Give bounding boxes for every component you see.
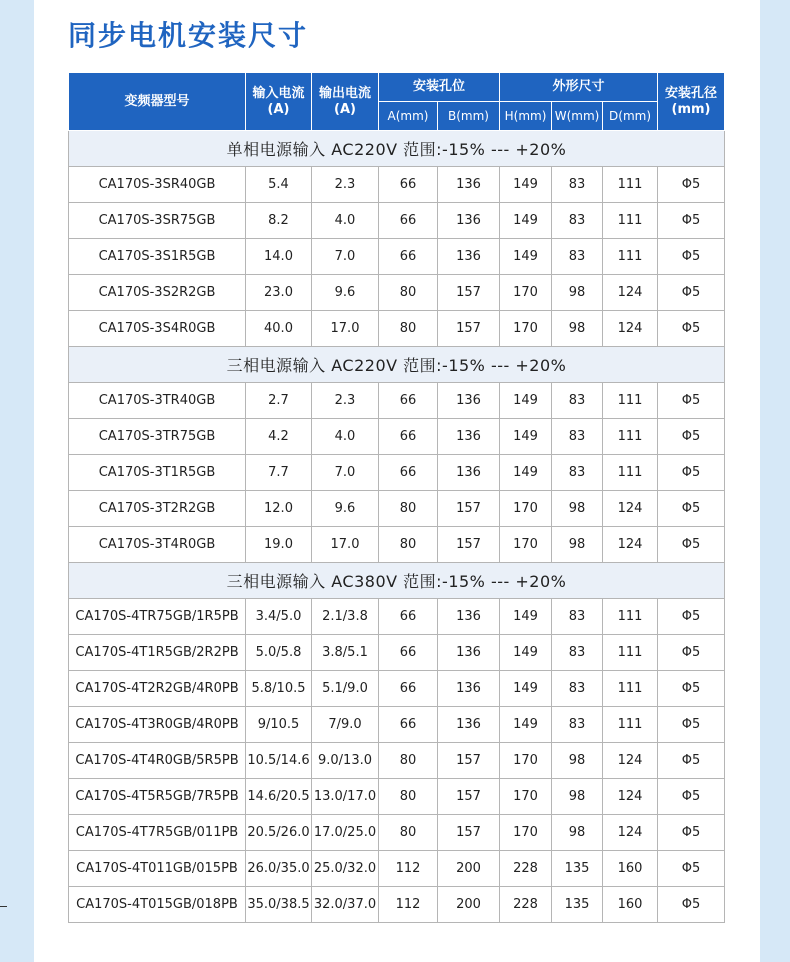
cell-input-current: 14.6/20.5 <box>246 779 312 815</box>
cell-outline-w: 98 <box>552 491 603 527</box>
table-row <box>69 851 725 887</box>
cell-outline-h: 149 <box>500 599 552 635</box>
cell-outline-w: 98 <box>552 527 603 563</box>
cell-hole-b: 136 <box>438 671 500 707</box>
cell-outline-h: 170 <box>500 275 552 311</box>
cell-outline-h: 170 <box>500 311 552 347</box>
cell-outline-h: 149 <box>500 203 552 239</box>
cell-output-current: 17.0/25.0 <box>312 815 379 851</box>
cell-outline-w: 83 <box>552 167 603 203</box>
table-row <box>69 275 725 311</box>
cell-outline-w: 83 <box>552 383 603 419</box>
section-label: 单相电源输入 AC220V 范围:-15% --- +20% <box>69 131 725 167</box>
cell-output-current: 9.6 <box>312 491 379 527</box>
cell-output-current: 7.0 <box>312 239 379 275</box>
cell-model: CA170S-4T1R5GB/2R2PB <box>69 635 246 671</box>
cell-hole-a: 66 <box>379 419 438 455</box>
cell-hole-a: 80 <box>379 743 438 779</box>
cell-outline-h: 170 <box>500 815 552 851</box>
cell-hole-diameter: Φ5 <box>658 743 725 779</box>
header-h-mm: H(mm) <box>500 102 552 131</box>
cell-hole-b: 136 <box>438 599 500 635</box>
cell-model: CA170S-4T015GB/018PB <box>69 887 246 923</box>
header-mount-holes: 安装孔位 <box>379 73 500 102</box>
table-row <box>69 635 725 671</box>
cell-output-current: 2.3 <box>312 167 379 203</box>
cell-model: CA170S-3TR40GB <box>69 383 246 419</box>
cell-outline-w: 98 <box>552 311 603 347</box>
table-row <box>69 419 725 455</box>
cell-output-current: 3.8/5.1 <box>312 635 379 671</box>
cell-model: CA170S-4T7R5GB/011PB <box>69 815 246 851</box>
cell-model: CA170S-3SR75GB <box>69 203 246 239</box>
table-body <box>69 131 725 923</box>
cell-hole-a: 66 <box>379 671 438 707</box>
cell-outline-w: 98 <box>552 815 603 851</box>
cell-hole-a: 112 <box>379 851 438 887</box>
cell-model: CA170S-3T4R0GB <box>69 527 246 563</box>
cell-hole-a: 66 <box>379 383 438 419</box>
cell-outline-d: 124 <box>603 491 658 527</box>
cell-output-current: 2.1/3.8 <box>312 599 379 635</box>
cell-outline-d: 160 <box>603 887 658 923</box>
table-row <box>69 383 725 419</box>
cell-outline-w: 83 <box>552 599 603 635</box>
table-row <box>69 239 725 275</box>
table-row <box>69 887 725 923</box>
cell-hole-b: 157 <box>438 815 500 851</box>
cell-hole-b: 157 <box>438 491 500 527</box>
table-row <box>69 815 725 851</box>
cell-hole-diameter: Φ5 <box>658 635 725 671</box>
cell-hole-a: 66 <box>379 203 438 239</box>
table-row <box>69 491 725 527</box>
cell-hole-diameter: Φ5 <box>658 203 725 239</box>
table-row <box>69 203 725 239</box>
cell-hole-diameter: Φ5 <box>658 383 725 419</box>
cell-hole-b: 200 <box>438 887 500 923</box>
cell-hole-a: 80 <box>379 275 438 311</box>
cell-outline-h: 170 <box>500 779 552 815</box>
cell-hole-b: 136 <box>438 203 500 239</box>
cell-hole-a: 66 <box>379 455 438 491</box>
table-row <box>69 167 725 203</box>
cell-input-current: 9/10.5 <box>246 707 312 743</box>
cell-hole-b: 157 <box>438 527 500 563</box>
cell-model: CA170S-3T2R2GB <box>69 491 246 527</box>
cell-hole-b: 136 <box>438 455 500 491</box>
cell-input-current: 3.4/5.0 <box>246 599 312 635</box>
cell-outline-d: 111 <box>603 599 658 635</box>
cell-input-current: 2.7 <box>246 383 312 419</box>
cell-output-current: 5.1/9.0 <box>312 671 379 707</box>
cell-outline-h: 170 <box>500 527 552 563</box>
cell-outline-h: 228 <box>500 887 552 923</box>
cell-hole-diameter: Φ5 <box>658 707 725 743</box>
cell-outline-w: 98 <box>552 779 603 815</box>
cell-outline-d: 111 <box>603 671 658 707</box>
cell-output-current: 13.0/17.0 <box>312 779 379 815</box>
cell-outline-h: 149 <box>500 239 552 275</box>
cell-outline-d: 124 <box>603 815 658 851</box>
page-title: 同步电机安装尺寸 <box>68 19 309 52</box>
cell-hole-b: 157 <box>438 779 500 815</box>
cell-hole-diameter: Φ5 <box>658 779 725 815</box>
cell-outline-h: 149 <box>500 707 552 743</box>
cell-output-current: 32.0/37.0 <box>312 887 379 923</box>
cell-hole-a: 112 <box>379 887 438 923</box>
cell-outline-w: 83 <box>552 671 603 707</box>
cell-hole-a: 66 <box>379 635 438 671</box>
header-input-current-unit: (A) <box>267 101 290 117</box>
cell-hole-a: 80 <box>379 311 438 347</box>
cell-hole-b: 200 <box>438 851 500 887</box>
cell-output-current: 17.0 <box>312 527 379 563</box>
section-label: 三相电源输入 AC220V 范围:-15% --- +20% <box>69 347 725 383</box>
section-row <box>69 131 725 167</box>
cell-hole-a: 80 <box>379 815 438 851</box>
cell-outline-w: 98 <box>552 743 603 779</box>
cell-hole-diameter: Φ5 <box>658 887 725 923</box>
cell-outline-h: 228 <box>500 851 552 887</box>
cell-outline-h: 149 <box>500 455 552 491</box>
cell-outline-w: 83 <box>552 635 603 671</box>
dimensions-table <box>68 72 725 923</box>
header-input-current <box>246 73 312 131</box>
cell-model: CA170S-3T1R5GB <box>69 455 246 491</box>
cell-model: CA170S-4T011GB/015PB <box>69 851 246 887</box>
cell-outline-d: 111 <box>603 419 658 455</box>
cell-hole-a: 66 <box>379 239 438 275</box>
header-b-mm: B(mm) <box>438 102 500 131</box>
cell-hole-a: 80 <box>379 527 438 563</box>
cell-model: CA170S-3TR75GB <box>69 419 246 455</box>
cell-outline-h: 149 <box>500 383 552 419</box>
cell-hole-b: 136 <box>438 707 500 743</box>
cell-hole-diameter: Φ5 <box>658 239 725 275</box>
edge-mark <box>0 906 7 907</box>
cell-hole-a: 66 <box>379 707 438 743</box>
cell-outline-d: 111 <box>603 635 658 671</box>
cell-model: CA170S-4TR75GB/1R5PB <box>69 599 246 635</box>
cell-outline-d: 124 <box>603 743 658 779</box>
cell-hole-b: 136 <box>438 167 500 203</box>
cell-outline-d: 111 <box>603 239 658 275</box>
header-w-mm: W(mm) <box>552 102 603 131</box>
cell-outline-d: 111 <box>603 455 658 491</box>
cell-input-current: 5.8/10.5 <box>246 671 312 707</box>
cell-outline-w: 83 <box>552 455 603 491</box>
cell-output-current: 7/9.0 <box>312 707 379 743</box>
cell-hole-diameter: Φ5 <box>658 275 725 311</box>
cell-model: CA170S-4T2R2GB/4R0PB <box>69 671 246 707</box>
cell-model: CA170S-4T4R0GB/5R5PB <box>69 743 246 779</box>
cell-hole-b: 136 <box>438 419 500 455</box>
cell-outline-d: 160 <box>603 851 658 887</box>
cell-model: CA170S-4T5R5GB/7R5PB <box>69 779 246 815</box>
table-row <box>69 455 725 491</box>
cell-outline-w: 83 <box>552 419 603 455</box>
cell-outline-w: 98 <box>552 275 603 311</box>
cell-outline-d: 111 <box>603 383 658 419</box>
cell-outline-d: 124 <box>603 311 658 347</box>
cell-input-current: 20.5/26.0 <box>246 815 312 851</box>
cell-output-current: 25.0/32.0 <box>312 851 379 887</box>
cell-hole-diameter: Φ5 <box>658 167 725 203</box>
cell-output-current: 9.6 <box>312 275 379 311</box>
cell-hole-a: 66 <box>379 167 438 203</box>
cell-hole-diameter: Φ5 <box>658 419 725 455</box>
cell-input-current: 19.0 <box>246 527 312 563</box>
cell-hole-a: 80 <box>379 491 438 527</box>
cell-model: CA170S-3S1R5GB <box>69 239 246 275</box>
cell-hole-diameter: Φ5 <box>658 815 725 851</box>
cell-outline-d: 111 <box>603 167 658 203</box>
cell-hole-diameter: Φ5 <box>658 311 725 347</box>
table-row <box>69 671 725 707</box>
header-d-mm: D(mm) <box>603 102 658 131</box>
cell-output-current: 9.0/13.0 <box>312 743 379 779</box>
cell-hole-diameter: Φ5 <box>658 527 725 563</box>
header-outline: 外形尺寸 <box>500 73 658 102</box>
cell-model: CA170S-3S4R0GB <box>69 311 246 347</box>
cell-input-current: 7.7 <box>246 455 312 491</box>
header-output-current <box>312 73 379 131</box>
cell-outline-d: 124 <box>603 527 658 563</box>
cell-model: CA170S-3S2R2GB <box>69 275 246 311</box>
cell-output-current: 4.0 <box>312 203 379 239</box>
header-output-current-unit: (A) <box>334 101 356 117</box>
cell-outline-h: 149 <box>500 167 552 203</box>
cell-input-current: 26.0/35.0 <box>246 851 312 887</box>
header-hole-diameter <box>658 73 725 131</box>
header-a-mm: A(mm) <box>379 102 438 131</box>
cell-output-current: 2.3 <box>312 383 379 419</box>
section-row <box>69 563 725 599</box>
cell-output-current: 17.0 <box>312 311 379 347</box>
cell-input-current: 4.2 <box>246 419 312 455</box>
cell-hole-diameter: Φ5 <box>658 455 725 491</box>
cell-outline-h: 170 <box>500 743 552 779</box>
cell-outline-w: 83 <box>552 707 603 743</box>
cell-input-current: 23.0 <box>246 275 312 311</box>
cell-outline-w: 83 <box>552 203 603 239</box>
cell-input-current: 35.0/38.5 <box>246 887 312 923</box>
cell-input-current: 12.0 <box>246 491 312 527</box>
cell-hole-a: 80 <box>379 779 438 815</box>
cell-hole-a: 66 <box>379 599 438 635</box>
cell-outline-h: 149 <box>500 419 552 455</box>
cell-hole-b: 136 <box>438 239 500 275</box>
cell-hole-b: 157 <box>438 743 500 779</box>
cell-model: CA170S-4T3R0GB/4R0PB <box>69 707 246 743</box>
table-row <box>69 599 725 635</box>
header-input-current-label: 输入电流 <box>252 85 305 101</box>
cell-hole-diameter: Φ5 <box>658 599 725 635</box>
header-model: 变频器型号 <box>69 73 246 131</box>
cell-outline-w: 83 <box>552 239 603 275</box>
cell-hole-b: 157 <box>438 311 500 347</box>
cell-outline-h: 149 <box>500 671 552 707</box>
cell-outline-d: 111 <box>603 707 658 743</box>
table-row <box>69 527 725 563</box>
cell-outline-w: 135 <box>552 851 603 887</box>
cell-outline-d: 111 <box>603 203 658 239</box>
cell-outline-h: 170 <box>500 491 552 527</box>
cell-outline-h: 149 <box>500 635 552 671</box>
cell-input-current: 40.0 <box>246 311 312 347</box>
cell-hole-b: 136 <box>438 635 500 671</box>
cell-input-current: 5.4 <box>246 167 312 203</box>
cell-hole-diameter: Φ5 <box>658 671 725 707</box>
table-header <box>69 73 725 131</box>
table-row <box>69 707 725 743</box>
table-row <box>69 743 725 779</box>
cell-output-current: 4.0 <box>312 419 379 455</box>
cell-input-current: 5.0/5.8 <box>246 635 312 671</box>
header-output-current-label: 输出电流 <box>318 85 371 101</box>
cell-outline-d: 124 <box>603 779 658 815</box>
cell-model: CA170S-3SR40GB <box>69 167 246 203</box>
cell-hole-diameter: Φ5 <box>658 491 725 527</box>
cell-outline-d: 124 <box>603 275 658 311</box>
cell-input-current: 8.2 <box>246 203 312 239</box>
table-row <box>69 779 725 815</box>
cell-input-current: 14.0 <box>246 239 312 275</box>
header-hole-diameter-unit: (mm) <box>671 101 711 117</box>
section-row <box>69 347 725 383</box>
table-row <box>69 311 725 347</box>
cell-output-current: 7.0 <box>312 455 379 491</box>
cell-outline-w: 135 <box>552 887 603 923</box>
section-label: 三相电源输入 AC380V 范围:-15% --- +20% <box>69 563 725 599</box>
cell-hole-b: 157 <box>438 275 500 311</box>
cell-hole-diameter: Φ5 <box>658 851 725 887</box>
cell-input-current: 10.5/14.6 <box>246 743 312 779</box>
cell-hole-b: 136 <box>438 383 500 419</box>
header-hole-diameter-label: 安装孔径 <box>665 85 718 101</box>
